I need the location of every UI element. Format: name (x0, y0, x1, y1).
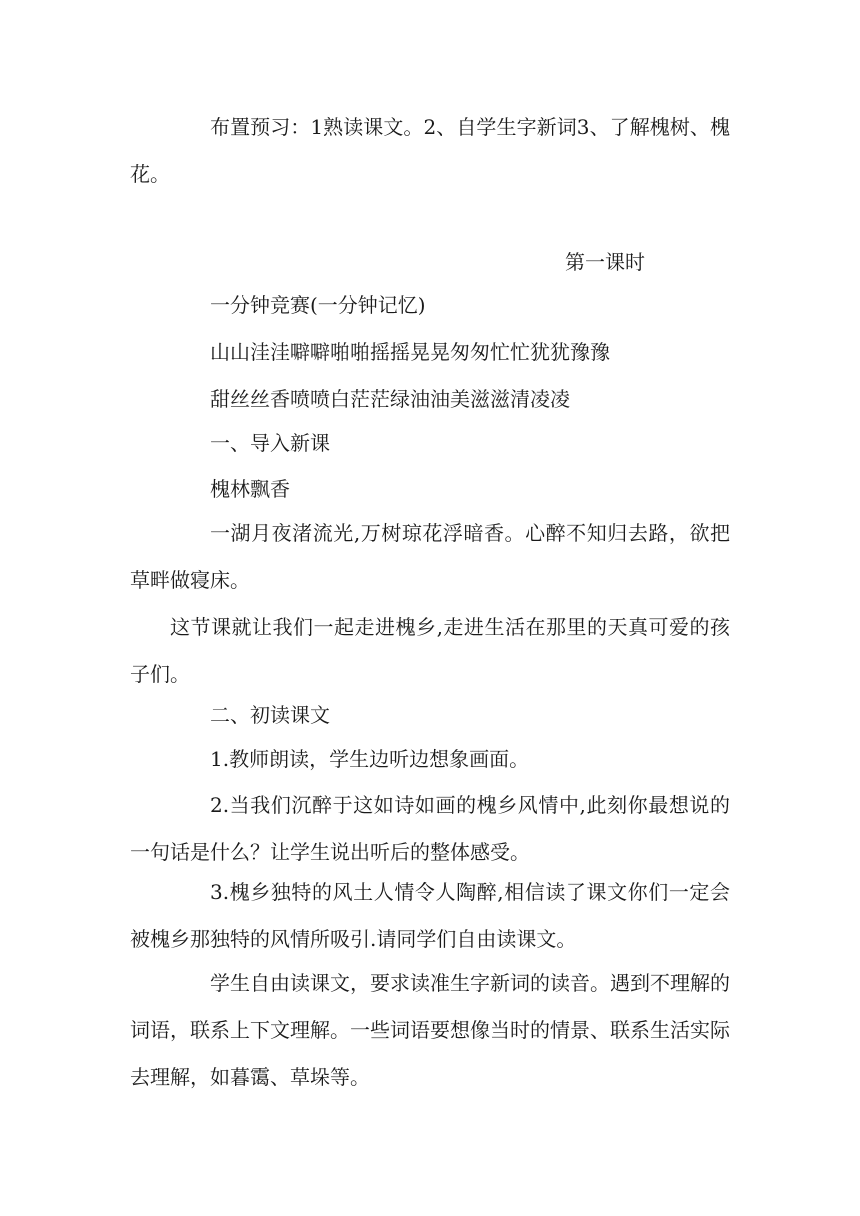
paragraph-step-1: 1.教师朗读，学生边听边想象画面。 (210, 747, 530, 771)
paragraph-one-minute-contest: 一分钟竞赛(一分钟记忆) (210, 293, 426, 317)
lesson-title: 第一课时 (565, 250, 645, 274)
paragraph-word-list-2: 甜丝丝香喷喷白茫茫绿油油美滋滋清凌凌 (210, 387, 570, 411)
paragraph-poem: 一湖月夜渚流光,万树琼花浮暗香。心醉不知归去路，欲把草畔做寝床。 (130, 521, 730, 592)
section-heading-intro: 一、导入新课 (210, 431, 330, 455)
paragraph-step-3: 3.槐乡独特的风土人情令人陶醉,相信读了课文你们一定会被槐乡那独特的风情所吸引.请同学们自由读课文。 (130, 880, 730, 951)
section-heading-first-reading: 二、初读课文 (210, 703, 330, 727)
paragraph-step-2: 2.当我们沉醉于这如诗如画的槐乡风情中,此刻你最想说的一句话是什么？让学生说出听后的整体感受。 (130, 793, 730, 864)
paragraph-lead-in: 这节课就让我们一起走进槐乡,走进生活在那里的天真可爱的孩子们。 (130, 615, 730, 686)
paragraph-free-reading: 学生自由读课文，要求读准生字新词的读音。遇到不理解的词语，联系上下文理解。一些词语要想像当时的情景、联系生活实际去理解，如暮霭、草垛等。 (130, 971, 730, 1089)
paragraph-word-list-1: 山山洼洼噼噼啪啪摇摇晃晃匆匆忙忙犹犹豫豫 (210, 340, 610, 364)
paragraph-preview-assignment: 布置预习：1熟读课文。2、自学生字新词3、了解槐树、槐花。 (130, 115, 730, 186)
paragraph-poem-title: 槐林飘香 (210, 477, 290, 501)
